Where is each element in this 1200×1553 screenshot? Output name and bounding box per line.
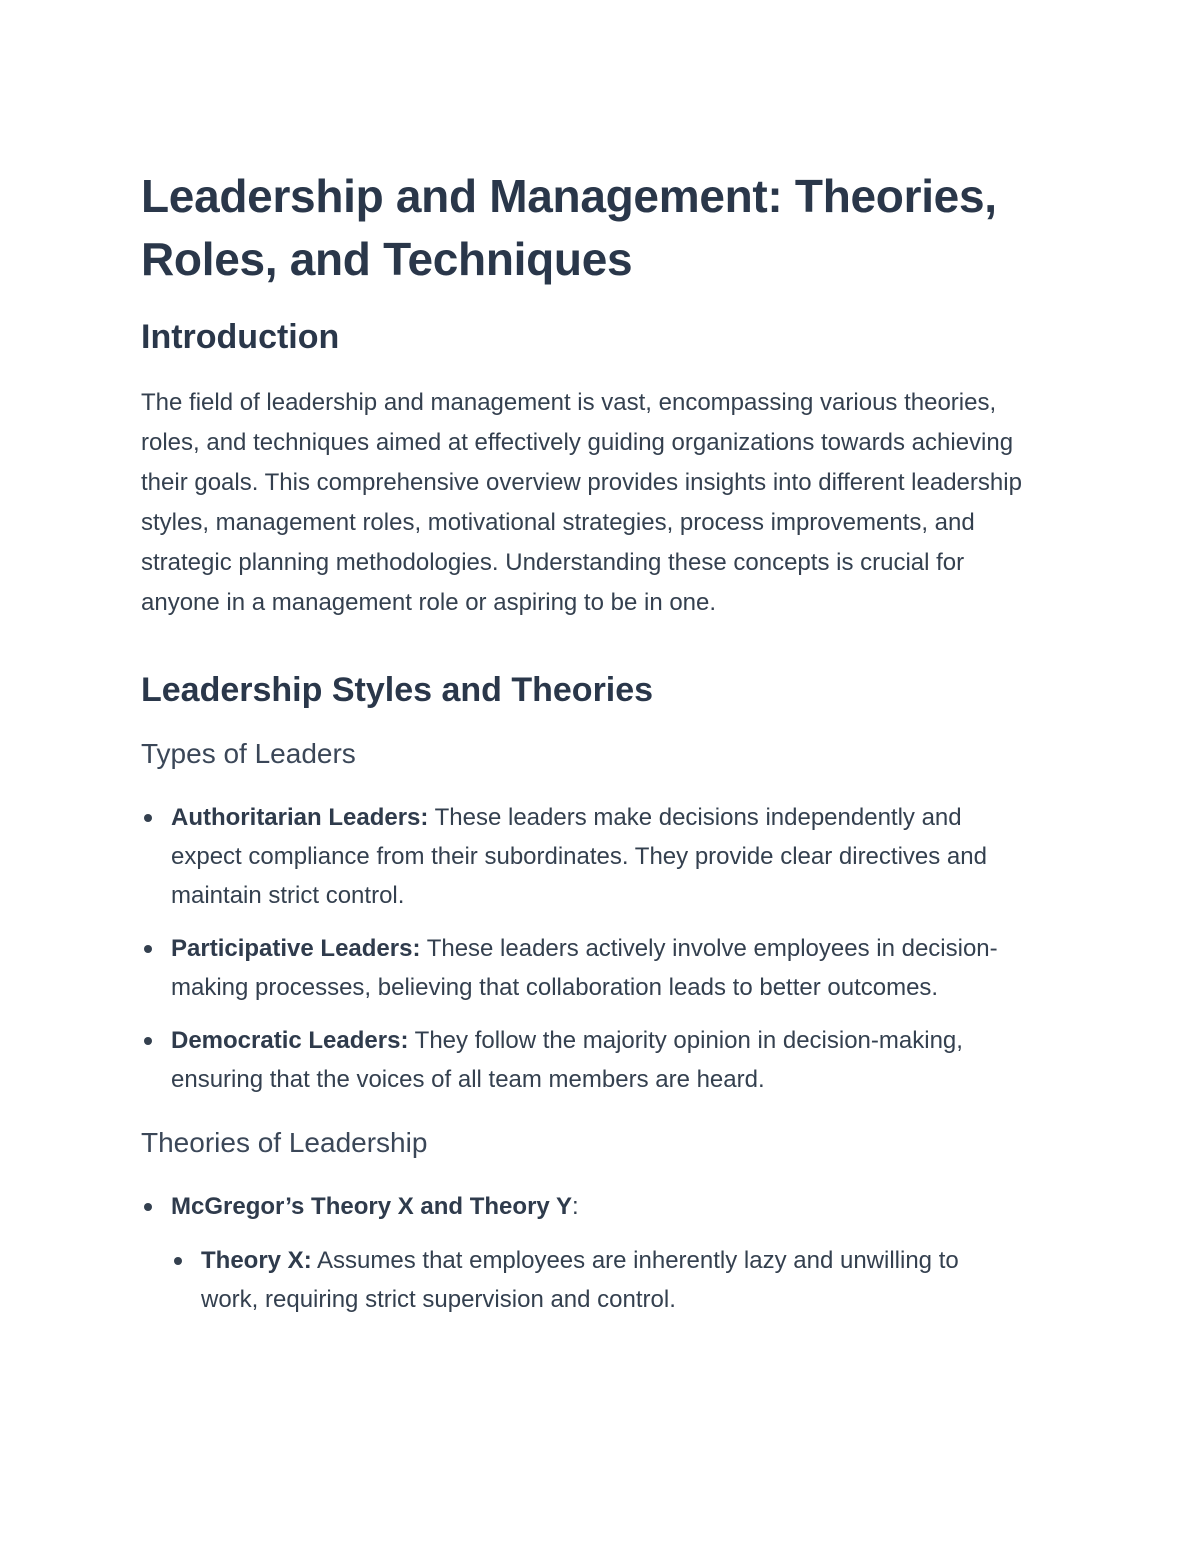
list-item-text: These leaders actively involve employees in decision-making processes, believing that collaboration leads to better outcomes.	[171, 935, 998, 1001]
list-item-text: :	[572, 1193, 579, 1220]
subsection-heading-theories-of-leadership: Theories of Leadership	[141, 1127, 428, 1158]
list-item-theory-x	[171, 1241, 1021, 1319]
list-item-democratic	[141, 1021, 1021, 1099]
leadership-theories-list	[141, 1187, 1021, 1319]
subsection-heading-types-of-leaders: Types of Leaders	[141, 738, 356, 769]
list-item-text: These leaders make decisions independently and expect compliance from their subordinates. They provide clear directives and maintain strict control.	[171, 804, 987, 909]
document-page	[141, 165, 1061, 1319]
list-item-text: Assumes that employees are inherently lazy and unwilling to work, requiring strict supervision and control.	[201, 1247, 959, 1313]
list-item-term: Participative Leaders:	[171, 935, 421, 962]
list-item-term: Theory X:	[201, 1247, 312, 1274]
section-heading-introduction: Introduction	[141, 318, 340, 356]
intro-paragraph: The field of leadership and management is vast, encompassing various theories, roles, and techniques aimed at effectively guiding organizations towards achieving their goals. This comprehensive overview provides insights into different leadership styles, management roles, motivational strategies, process improvements, and strategic planning methodologies. Understanding these concepts is crucial for anyone in a management role or aspiring to be in one.	[141, 389, 1022, 616]
list-item-term: Authoritarian Leaders:	[171, 804, 429, 831]
list-item-text: They follow the majority opinion in decision-making, ensuring that the voices of all team members are heard.	[171, 1027, 963, 1093]
list-item-authoritarian	[141, 798, 1021, 915]
list-item-participative	[141, 929, 1021, 1007]
document-title: Leadership and Management: Theories, Roles, and Techniques	[141, 170, 997, 285]
list-item-mcgregor	[141, 1187, 1021, 1319]
list-item-term: Democratic Leaders:	[171, 1027, 409, 1054]
mcgregor-sublist	[171, 1241, 1021, 1319]
section-heading-leadership-styles: Leadership Styles and Theories	[141, 671, 654, 709]
leader-types-list	[141, 798, 1021, 1099]
list-item-term: McGregor’s Theory X and Theory Y	[171, 1193, 572, 1220]
